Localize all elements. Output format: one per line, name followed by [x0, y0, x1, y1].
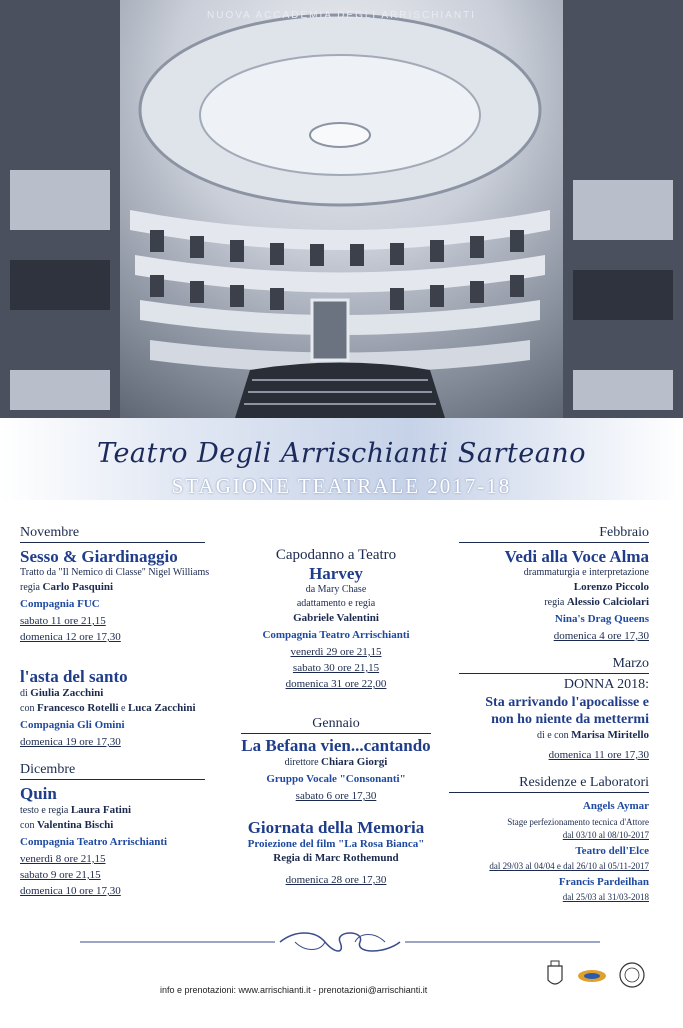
company-name: Gruppo Vocale "Consonanti"	[266, 773, 406, 785]
month-heading: Gennaio	[241, 716, 431, 734]
coat-of-arms-icon	[548, 961, 562, 984]
residency-name: Francis Pardeilhan	[558, 876, 649, 888]
show-director: direttore Chiara Giorgi	[284, 756, 388, 768]
show-date: sabato 6 ore 17,30	[295, 790, 377, 802]
show-cast: di e con Marisa Miritello	[536, 729, 649, 741]
show-title: Harvey	[309, 564, 363, 583]
residency-name: Teatro dell'Elce	[575, 845, 649, 857]
show-title: non ho niente da mettermi	[491, 712, 649, 727]
month-heading: Dicembre	[20, 762, 205, 780]
company-name: Compagnia Gli Omini	[20, 719, 125, 731]
season-subtitle: STAGIONE TEATRALE 2017-18	[171, 474, 512, 498]
show-cast: con Francesco Rotelli e Luca Zacchini	[20, 702, 196, 714]
company-name: Compagnia Teatro Arrischianti	[20, 836, 168, 848]
show-cast: con Valentina Bischi	[20, 819, 114, 831]
show-date: domenica 10 ore 17,30	[20, 885, 121, 897]
sponsor-logos	[540, 958, 650, 994]
section-heading: Capodanno a Teatro	[275, 547, 397, 563]
show-credit: testo e regia Laura Fatini	[20, 804, 132, 816]
ornament-divider	[80, 930, 600, 954]
theatre-photo	[0, 0, 683, 418]
show-director: Gabriele Valentini	[293, 612, 379, 624]
academy-name: NUOVA ACCADEMIA DEGLI ARRISCHIANTI	[207, 10, 476, 21]
section-heading: Residenze e Laboratori	[449, 775, 649, 793]
show-date: sabato 30 ore 21,15	[292, 662, 380, 674]
residency-date: dal 25/03 al 31/03-2018	[562, 892, 649, 902]
month-heading: Novembre	[20, 525, 205, 543]
show-date: domenica 4 ore 17,30	[553, 630, 649, 642]
show-director: regia Alessio Calciolari	[544, 596, 649, 608]
show-title: l'asta del santo	[20, 667, 128, 686]
theatre-illustration	[0, 0, 683, 418]
show-credit: adattamento e regia	[296, 598, 376, 609]
company-name: Compagnia FUC	[20, 598, 100, 610]
show-credit: Tratto da "Il Nemico di Classe" Nigel Williams	[20, 567, 210, 578]
left-column	[20, 525, 235, 899]
footer-info: info e prenotazioni: www.arrischianti.it - prenotazioni@arrischianti.it	[160, 985, 428, 995]
company-name: Nina's Drag Queens	[554, 613, 649, 625]
show-date: sabato 9 ore 21,15	[20, 869, 101, 881]
show-title: La Befana vien...cantando	[241, 736, 431, 755]
show-date: domenica 28 ore 17,30	[285, 874, 387, 886]
show-title: Vedi alla Voce Alma	[504, 547, 649, 566]
company-name: Compagnia Teatro Arrischianti	[262, 629, 410, 641]
sponsor-logo-icon	[578, 970, 606, 982]
month-heading: Febbraio	[459, 525, 649, 543]
show-date: venerdì 8 ore 21,15	[20, 853, 106, 865]
residency-date: dal 03/10 al 08/10-2017	[562, 830, 649, 840]
residency-name: Angels Aymar	[582, 800, 649, 812]
page-title: Teatro Degli Arrischianti Sarteano	[97, 438, 586, 469]
show-director: regia Carlo Pasquini	[20, 581, 114, 593]
show-credit: drammaturgia e interpretazione	[523, 567, 649, 578]
show-title: Quin	[20, 784, 57, 803]
right-column	[446, 525, 649, 904]
show-date: venerdì 29 ore 21,15	[290, 646, 382, 658]
seal-icon	[620, 963, 644, 987]
residency-date: dal 29/03 al 04/04 e dal 26/10 al 05/11-2017	[489, 861, 649, 871]
show-credit: di Giulia Zacchini	[20, 687, 104, 699]
show-credit: da Mary Chase	[305, 584, 367, 595]
event-prefix: DONNA 2018:	[563, 677, 649, 692]
show-date: domenica 31 ore 22,00	[285, 678, 387, 690]
month-heading: Marzo	[459, 656, 649, 674]
show-date: sabato 11 ore 21,15	[20, 615, 106, 627]
show-credit: Regia di Marc Rothemund	[273, 852, 399, 864]
show-date: domenica 11 ore 17,30	[548, 749, 649, 761]
middle-column	[236, 546, 436, 888]
show-title: Giornata della Memoria	[247, 818, 425, 837]
show-date: domenica 19 ore 17,30	[20, 736, 121, 748]
show-author: Lorenzo Piccolo	[573, 581, 649, 593]
show-date: domenica 12 ore 17,30	[20, 631, 121, 643]
residency-desc: Stage perfezionamento tecnica d'Attore	[507, 817, 649, 827]
show-title: Sesso & Giardinaggio	[20, 547, 178, 566]
show-title: Sta arrivando l'apocalisse e	[485, 695, 649, 710]
show-subtitle: Proiezione del film "La Rosa Bianca"	[247, 838, 425, 850]
